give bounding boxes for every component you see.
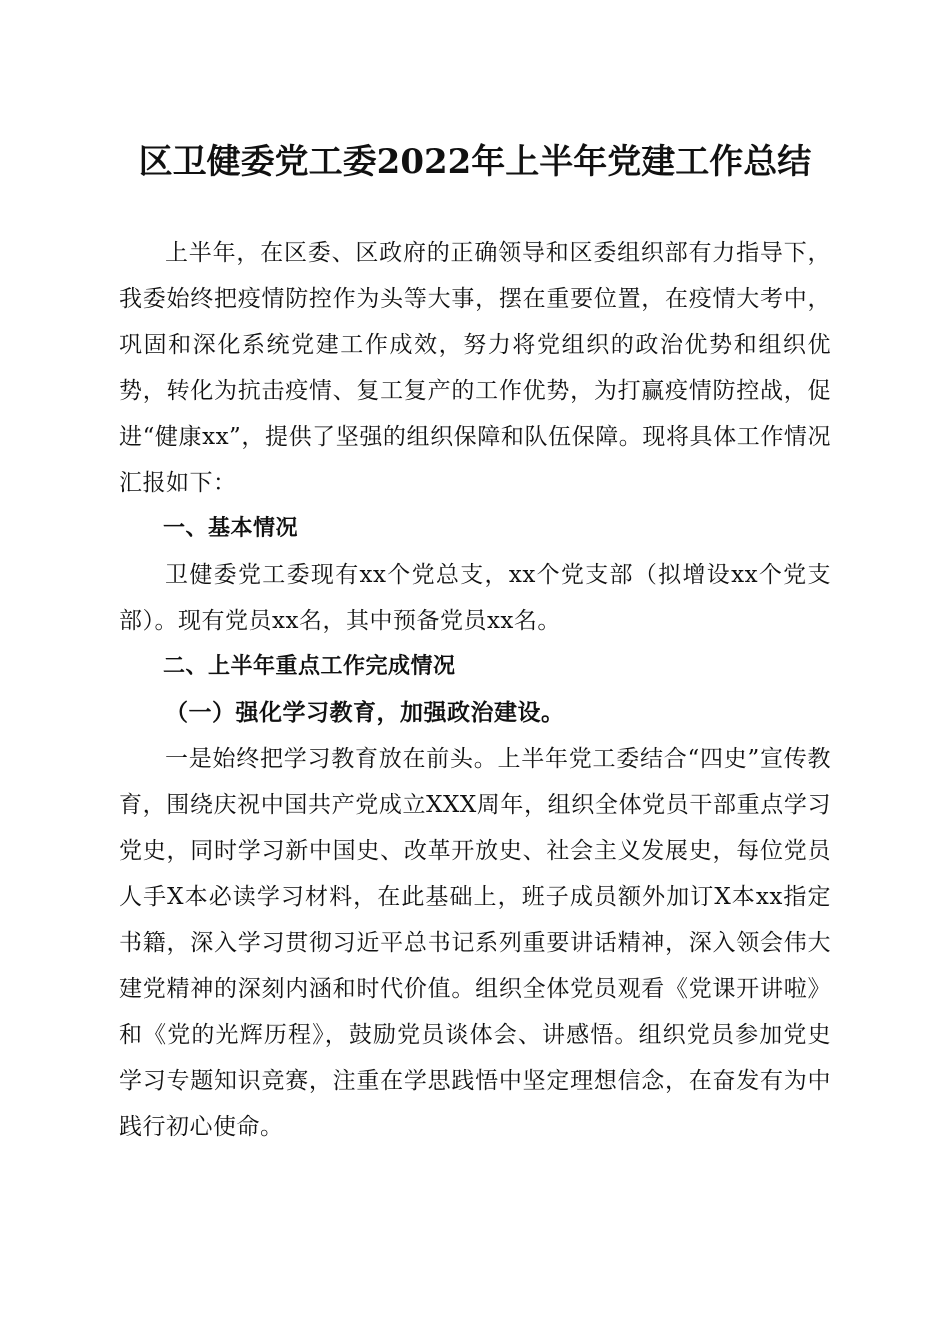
subsection-heading-study-education: （一）强化学习教育，加强政治建设。 (165, 699, 565, 726)
document-body (119, 230, 831, 1150)
intro-paragraph: 上半年，在区委、区政府的正确领导和区委组织部有力指导下，我委始终把疫情防控作为头等大事，摆在重要位置，在疫情大考中，巩固和深化系统党建工作成效，努力将党组织的政治优势和组织优势，转化为抗击疫情、复工复产的工作优势，为打赢疫情防控战，促进“健康xx”，提供了坚强的组织保障和队伍保障。现将具体工作情况汇报如下： (119, 240, 831, 496)
document-title: 区卫健委党工委2022年上半年党建工作总结 (138, 142, 812, 182)
section-heading-key-work: 二、上半年重点工作完成情况 (163, 654, 456, 679)
study-education-paragraph: 一是始终把学习教育放在前头。上半年党工委结合“四史”宣传教育，围绕庆祝中国共产党成立XXX周年，组织全体党员干部重点学习党史，同时学习新中国史、改革开放史、社会主义发展史，每位党员人手X本必读学习材料，在此基础上，班子成员额外加订X本xx指定书籍，深入学习贯彻习近平总书记系列重要讲话精神，深入领会伟大建党精神的深刻内涵和时代价值。组织全体党员观看《党课开讲啦》和《党的光辉历程》，鼓励党员谈体会、讲感悟。组织党员参加党史学习专题知识竞赛，注重在学思践悟中坚定理想信念，在奋发有为中践行初心使命。 (119, 746, 831, 1140)
section-heading-basic-situation: 一、基本情况 (163, 516, 299, 541)
basic-situation-paragraph: 卫健委党工委现有xx个党总支，xx个党支部（拟增设xx个党支部）。现有党员xx名，其中预备党员xx名。 (119, 562, 831, 634)
